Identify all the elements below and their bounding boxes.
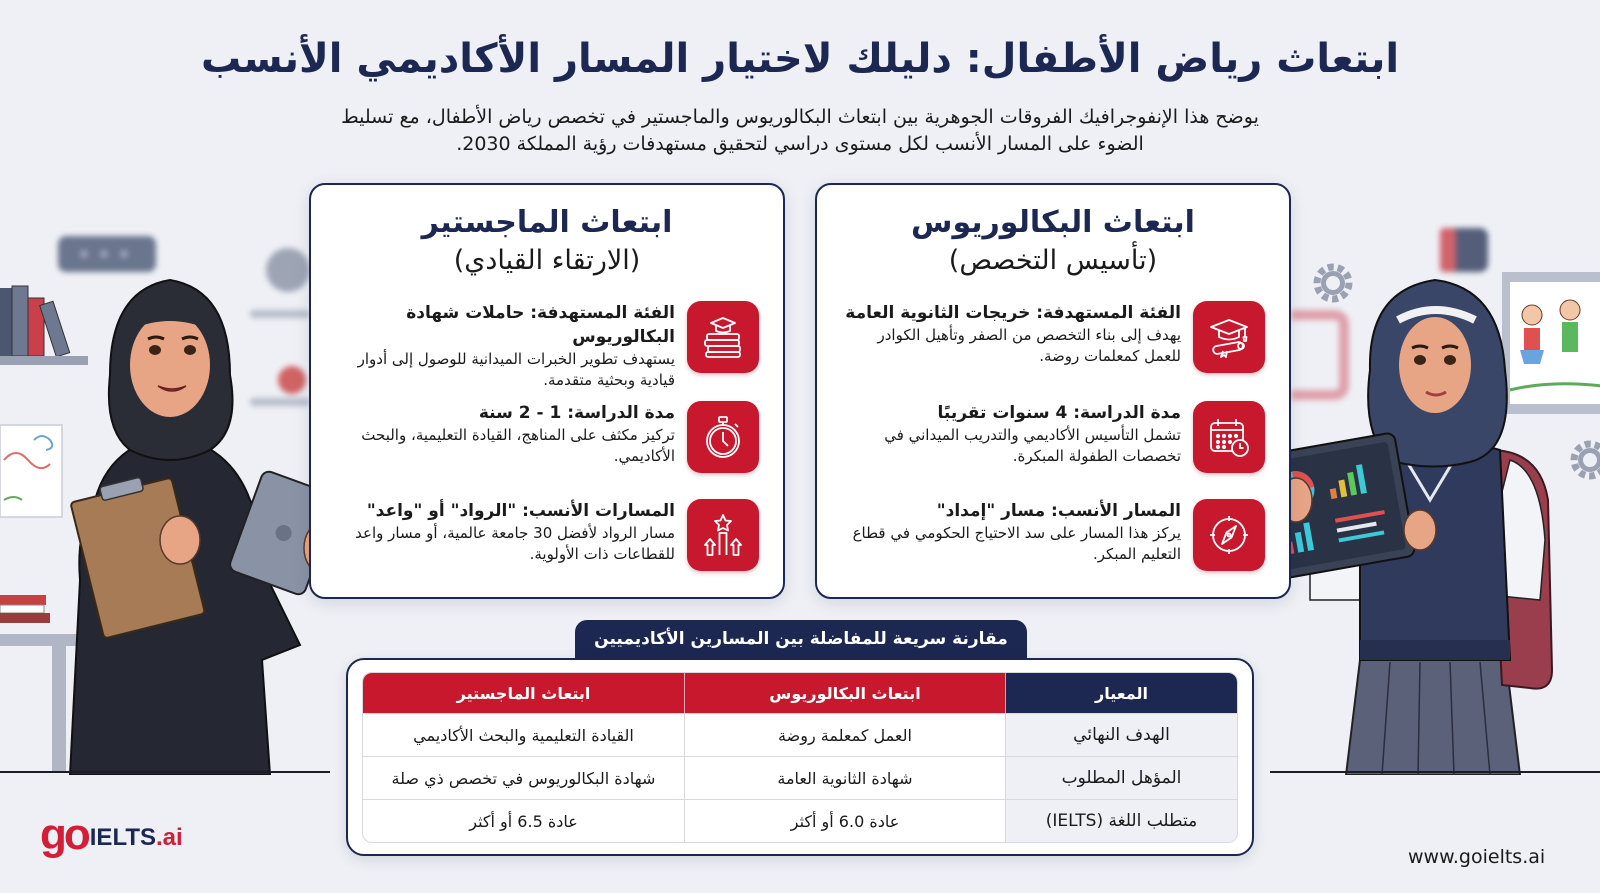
brand-logo xyxy=(40,810,183,859)
master-cell: القيادة التعليمية والبحث الأكاديمي xyxy=(363,713,684,756)
master-cell: عادة 6.5 أو أكثر xyxy=(363,799,684,842)
item-description: يركز هذا المسار على سد الاحتياج الحكومي في قطاع التعليم المبكر. xyxy=(852,524,1181,563)
table-row xyxy=(363,799,1237,842)
item-heading: مدة الدراسة: 1 - 2 سنة xyxy=(478,403,675,423)
info-item-target-group xyxy=(845,301,1265,377)
item-heading: المسارات الأنسب: "الرواد" أو "واعد" xyxy=(366,501,675,521)
comparison-table-container xyxy=(346,658,1254,856)
item-heading: مدة الدراسة: 4 سنوات تقريبًا xyxy=(937,403,1181,423)
header-master: ابتعاث الماجستير xyxy=(363,673,684,713)
info-item-target-group xyxy=(339,301,759,389)
criterion-cell: الهدف النهائي xyxy=(1005,713,1237,756)
criterion-cell: المؤهل المطلوب xyxy=(1005,756,1237,799)
comparison-tab-label: مقارنة سريعة للمفاضلة بين المسارين الأكاديميين xyxy=(575,620,1027,658)
stopwatch-icon xyxy=(687,401,759,473)
card-title: ابتعاث البكالوريوس xyxy=(911,205,1195,240)
bachelor-cell: عادة 6.0 أو أكثر xyxy=(684,799,1005,842)
logo-ai: .ai xyxy=(156,824,183,851)
books-graduation-cap-icon xyxy=(687,301,759,373)
info-item-duration xyxy=(339,401,759,477)
info-item-recommended-path xyxy=(845,499,1265,575)
item-heading: الفئة المستهدفة: حاملات شهادة البكالوريوس xyxy=(406,303,675,347)
teacher-illustration xyxy=(0,200,330,775)
item-description: يهدف إلى بناء التخصص من الصفر وتأهيل الكوادر للعمل كمعلمات روضة. xyxy=(877,326,1181,365)
page-title: ابتعاث رياض الأطفال: دليلك لاختيار المسار الأكاديمي الأنسب xyxy=(200,36,1400,82)
bachelor-card xyxy=(815,183,1291,599)
subtitle-line-1: يوضح هذا الإنفوجرافيك الفروقات الجوهرية بين ابتعاث البكالوريوس والماجستير في تخصص رياض الأطفال، مع تسليط xyxy=(341,106,1259,128)
bachelor-cell: شهادة الثانوية العامة xyxy=(684,756,1005,799)
subtitle-line-2: الضوء على المسار الأنسب لكل مستوى دراسي لتحقيق مستهدفات رؤية المملكة 2030. xyxy=(456,133,1144,155)
table-row xyxy=(363,713,1237,756)
item-description: مسار الرواد لأفضل 30 جامعة عالمية، أو مسار واعد للقطاعات ذات الأولوية. xyxy=(355,524,675,563)
master-cell: شهادة البكالوريوس في تخصص ذي صلة xyxy=(363,756,684,799)
card-title: ابتعاث الماجستير xyxy=(421,205,673,240)
item-heading: الفئة المستهدفة: خريجات الثانوية العامة xyxy=(845,303,1181,323)
card-subtitle: (تأسيس التخصص) xyxy=(948,245,1158,276)
website-url: www.goielts.ai xyxy=(1408,846,1546,868)
card-subtitle: (الارتقاء القيادي) xyxy=(453,245,641,276)
compass-icon xyxy=(1193,499,1265,571)
info-item-duration xyxy=(845,401,1265,477)
graduation-cap-diploma-icon xyxy=(1193,301,1265,373)
comparison-table xyxy=(362,672,1238,843)
master-card xyxy=(309,183,785,599)
table-row xyxy=(363,756,1237,799)
ground-line-right xyxy=(1270,771,1600,773)
item-description: يستهدف تطوير الخبرات الميدانية للوصول إلى أدوار قيادية وبحثية متقدمة. xyxy=(357,350,675,389)
logo-ielts: IELTS xyxy=(89,824,156,851)
logo-go: go xyxy=(40,810,88,859)
table-header-row xyxy=(363,673,1237,713)
calendar-clock-icon xyxy=(1193,401,1265,473)
decor-shape xyxy=(1291,310,1349,400)
page-subtitle xyxy=(290,104,1310,158)
item-description: تشمل التأسيس الأكاديمي والتدريب الميداني في تخصصات الطفولة المبكرة. xyxy=(884,426,1181,465)
criterion-cell: متطلب اللغة (IELTS) xyxy=(1005,799,1237,842)
header-bachelor: ابتعاث البكالوريوس xyxy=(684,673,1005,713)
header-criterion: المعيار xyxy=(1005,673,1237,713)
info-item-recommended-paths xyxy=(339,499,759,575)
bachelor-cell: العمل كمعلمة روضة xyxy=(684,713,1005,756)
student-illustration xyxy=(1270,200,1600,775)
item-heading: المسار الأنسب: مسار "إمداد" xyxy=(936,501,1181,521)
item-description: تركيز مكثف على المناهج، القيادة التعليمية، والبحث الأكاديمي. xyxy=(361,426,675,465)
gear-icon xyxy=(1317,267,1349,299)
rising-arrows-star-icon xyxy=(687,499,759,571)
ground-line-left xyxy=(0,771,330,773)
